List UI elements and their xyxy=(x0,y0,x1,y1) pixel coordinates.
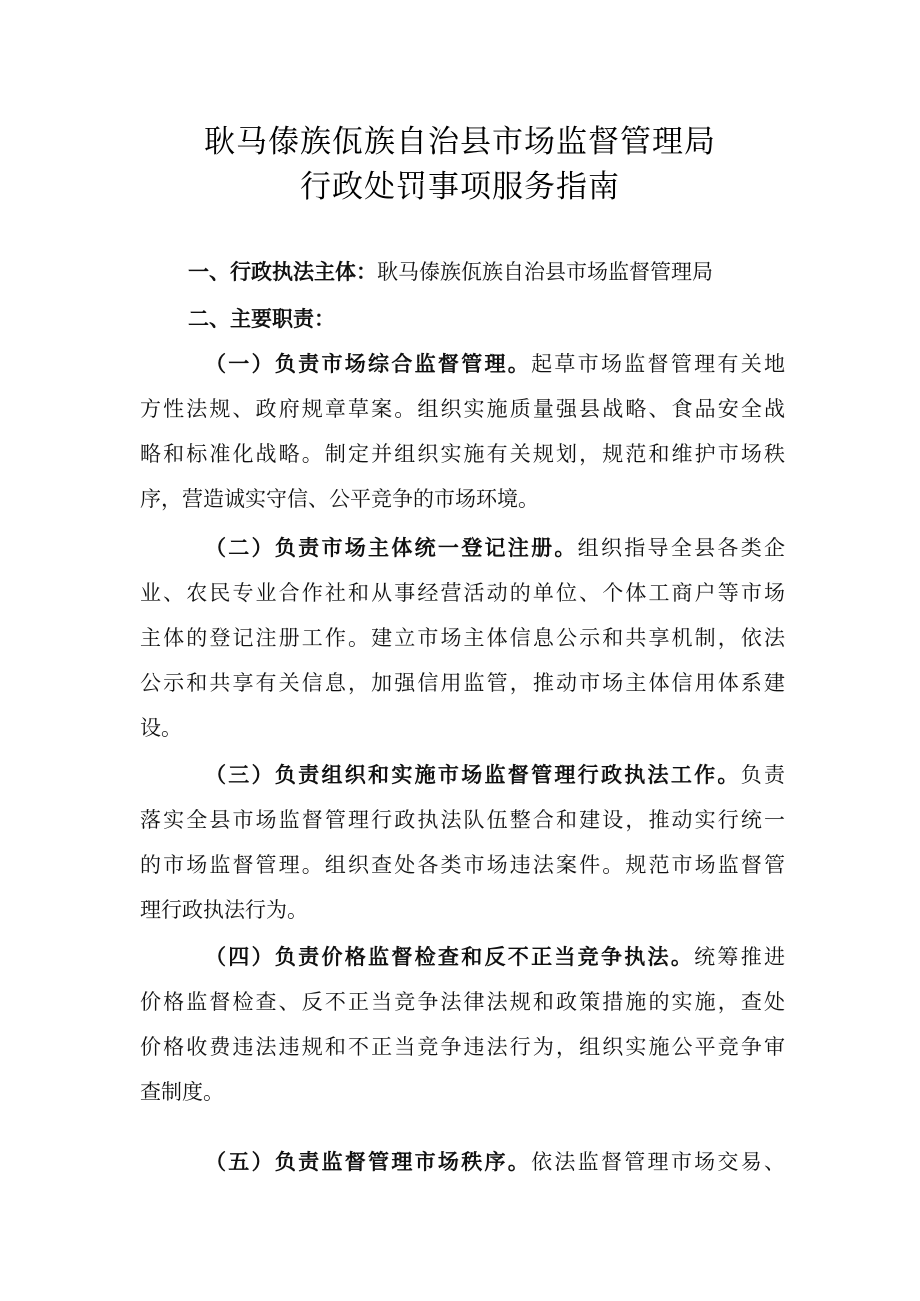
duty5-heading: （五）负责监督管理市场秩序。 xyxy=(205,1150,532,1174)
duty1-line: 起草市场监督管理有关地 xyxy=(531,352,786,376)
section1-row xyxy=(188,250,788,295)
duty3-line: 理行政执法行为。 xyxy=(140,898,308,922)
section2-row xyxy=(188,297,788,342)
duty4-line: 价格收费违法违规和不正当竞争违法行为，组织实施公平竞争审 xyxy=(140,1035,785,1059)
section1-label: 一、行政执法主体： xyxy=(188,260,377,284)
duty3-line: 落实全县市场监督管理行政执法队伍整合和建设，推动实行统一 xyxy=(140,808,785,832)
document-title-line1: 耿马傣族佤族自治县市场监督管理局 xyxy=(204,124,716,160)
duty2-line: 公示和共享有关信息，加强信用监管，推动市场主体信用体系建 xyxy=(140,671,785,695)
duty3-line: 的市场监督管理。组织查处各类市场违法案件。规范市场监督管 xyxy=(140,853,785,877)
duty4-line: 查制度。 xyxy=(140,1080,224,1104)
duty2-line: 组织指导全县各类企 xyxy=(577,536,786,560)
duty4-line: 统筹推进 xyxy=(694,945,785,969)
duty3-first-line xyxy=(205,753,785,798)
duty2-first-line xyxy=(205,526,785,571)
duty3-heading: （三）负责组织和实施市场监督管理行政执法工作。 xyxy=(205,763,741,787)
duty2-line: 主体的登记注册工作。建立市场主体信息公示和共享机制，依法 xyxy=(140,626,785,650)
duty1-line: 略和标准化战略。制定并组织实施有关规划，规范和维护市场秩 xyxy=(140,442,785,466)
duty2-line: 业、农民专业合作社和从事经营活动的单位、个体工商户等市场 xyxy=(140,581,785,605)
duty2-line: 设。 xyxy=(140,716,182,740)
document-title-line2: 行政处罚事项服务指南 xyxy=(300,169,620,205)
section2-label: 二、主要职责： xyxy=(188,307,335,331)
section1-value: 耿马傣族佤族自治县市场监督管理局 xyxy=(377,260,713,284)
duty1-first-line xyxy=(205,342,785,387)
duty4-line: 价格监督检查、反不正当竞争法律法规和政策措施的实施，查处 xyxy=(140,990,785,1014)
duty1-heading: （一）负责市场综合监督管理。 xyxy=(205,352,532,376)
duty3-line: 负责 xyxy=(740,763,786,787)
duty1-line: 方性法规、政府规章草案。组织实施质量强县战略、食品安全战 xyxy=(140,397,785,421)
duty4-first-line xyxy=(205,935,785,980)
duty5-line: 依法监督管理市场交易、 xyxy=(531,1150,786,1174)
duty5-first-line xyxy=(205,1140,785,1185)
duty1-line: 序，营造诚实守信、公平竞争的市场环境。 xyxy=(140,487,539,511)
duty4-heading: （四）负责价格监督检查和反不正当竞争执法。 xyxy=(205,945,695,969)
duty2-heading: （二）负责市场主体统一登记注册。 xyxy=(205,536,578,560)
